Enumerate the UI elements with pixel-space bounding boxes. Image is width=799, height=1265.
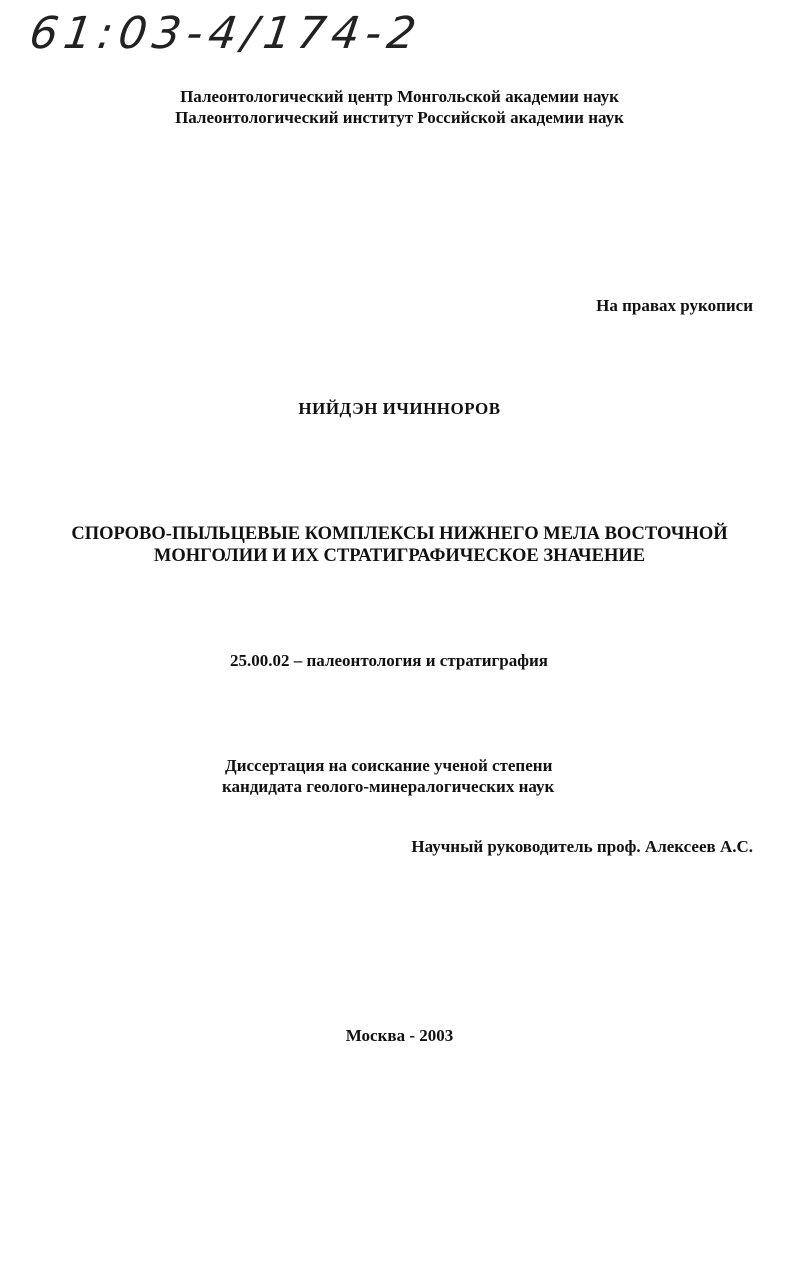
city-year: Москва - 2003 <box>345 1026 454 1045</box>
degree-line-2: кандидата геолого-минералогических наук <box>222 777 555 796</box>
title-line-2: МОНГОЛИИ И ИХ СТРАТИГРАФИЧЕСКОЕ ЗНАЧЕНИЕ <box>153 546 646 566</box>
institution-line-1: Палеонтологический центр Монгольской академии наук <box>180 87 619 106</box>
specialty-code: 25.00.02 – палеонтология и стратиграфия <box>230 651 548 670</box>
title-line-1: СПОРОВО-ПЫЛЬЦЕВЫЕ КОМПЛЕКСЫ НИЖНЕГО МЕЛА ВОСТОЧНОЙ <box>71 524 728 544</box>
institution-line-2: Палеонтологический институт Российской академии наук <box>175 108 624 127</box>
manuscript-rights-note: На правах рукописи <box>596 296 753 315</box>
degree-line-1: Диссертация на соискание ученой степени <box>225 756 553 775</box>
author-name: НИЙДЭН ИЧИННОРОВ <box>298 399 501 418</box>
supervisor: Научный руководитель проф. Алексеев А.С. <box>411 837 753 856</box>
handwritten-catalog-code: 61:03-4/174-2 <box>26 8 425 59</box>
